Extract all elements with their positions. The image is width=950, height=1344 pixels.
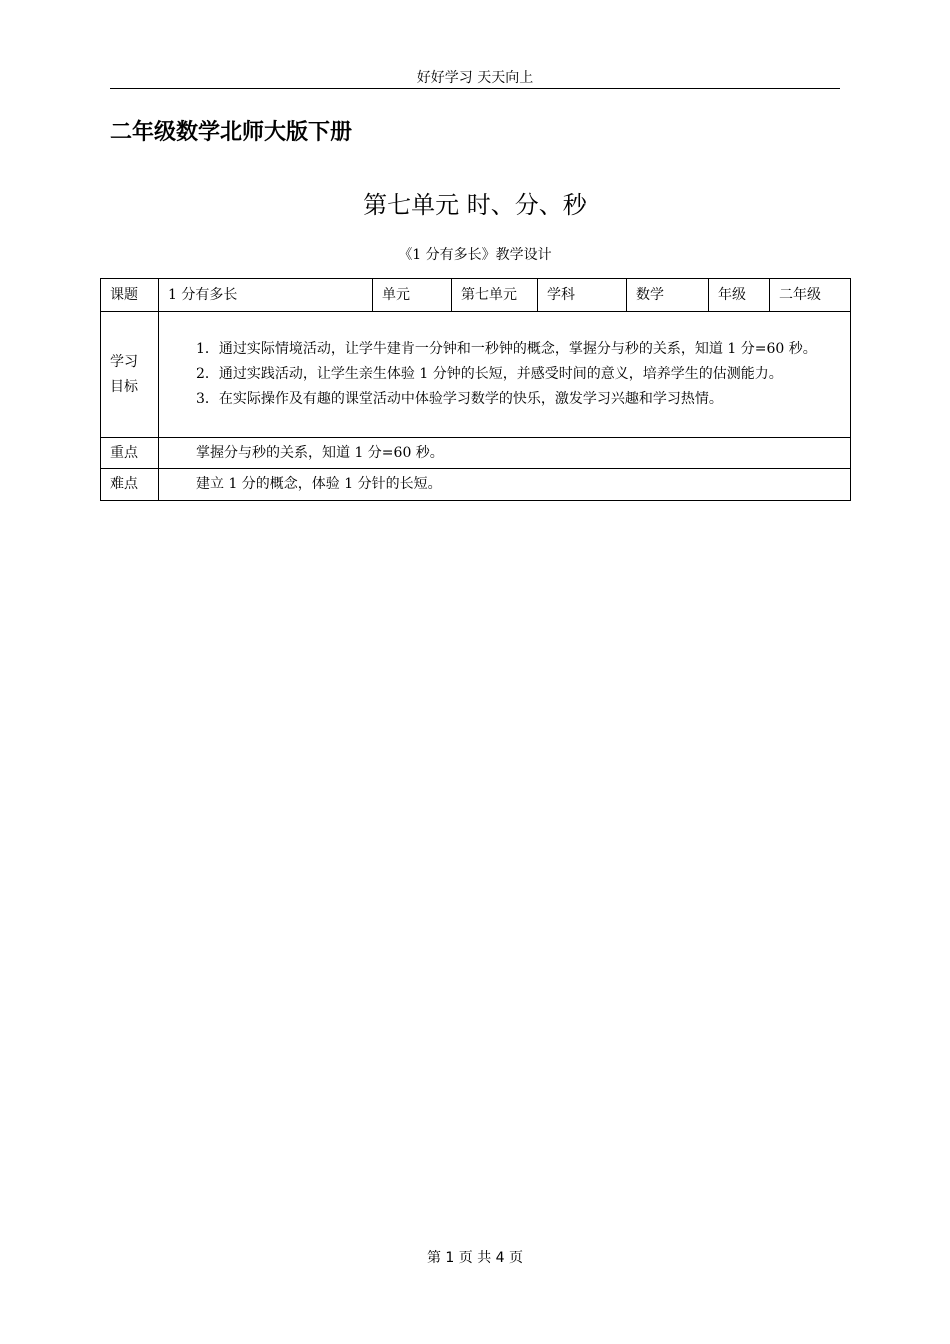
subject-value: 数学 [627,279,709,312]
objectives-label [101,312,159,438]
table-row [101,312,851,438]
header-divider [110,88,840,89]
key-point-text: 掌握分与秒的关系，知道 1 分=60 秒。 [159,438,851,469]
page-footer: 第 1 页 共 4 页 [426,1250,524,1266]
objective-item: 1．通过实际情境活动，让学牛建肯一分钟和一秒钟的概念，掌握分与秒的关系，知道 1 分=60 秒。 [196,341,817,357]
lesson-plan-table [100,278,851,501]
unit-title: 第七单元 时、分、秒 [363,191,587,219]
objectives-label-line: 目标 [110,378,138,395]
objectives-content [159,312,851,438]
subject-label: 学科 [538,279,627,312]
topic-label: 课题 [101,279,159,312]
difficulty-text: 建立 1 分的概念，体验 1 分针的长短。 [159,469,851,501]
difficulty-label: 难点 [101,469,159,501]
document-title: 二年级数学北师大版下册 [110,120,353,145]
topic-value: 1 分有多长 [159,279,373,312]
objective-item: 2．通过实践活动，让学生亲生体验 1 分钟的长短，并感受时间的意义，培养学生的估测能力。 [196,366,783,382]
unit-label: 单元 [373,279,452,312]
key-point-label: 重点 [101,438,159,469]
table-row [101,279,851,312]
design-title: 《1 分有多长》教学设计 [398,247,552,263]
page-header: 好好学习 天天向上 [416,70,534,86]
objective-item: 3．在实际操作及有趣的课堂活动中体验学习数学的快乐，激发学习兴趣和学习热情。 [196,391,723,407]
table-row [101,438,851,469]
unit-value: 第七单元 [452,279,538,312]
objectives-label-line: 学习 [110,353,138,370]
grade-label: 年级 [709,279,770,312]
table-row [101,469,851,501]
grade-value: 二年级 [770,279,851,312]
